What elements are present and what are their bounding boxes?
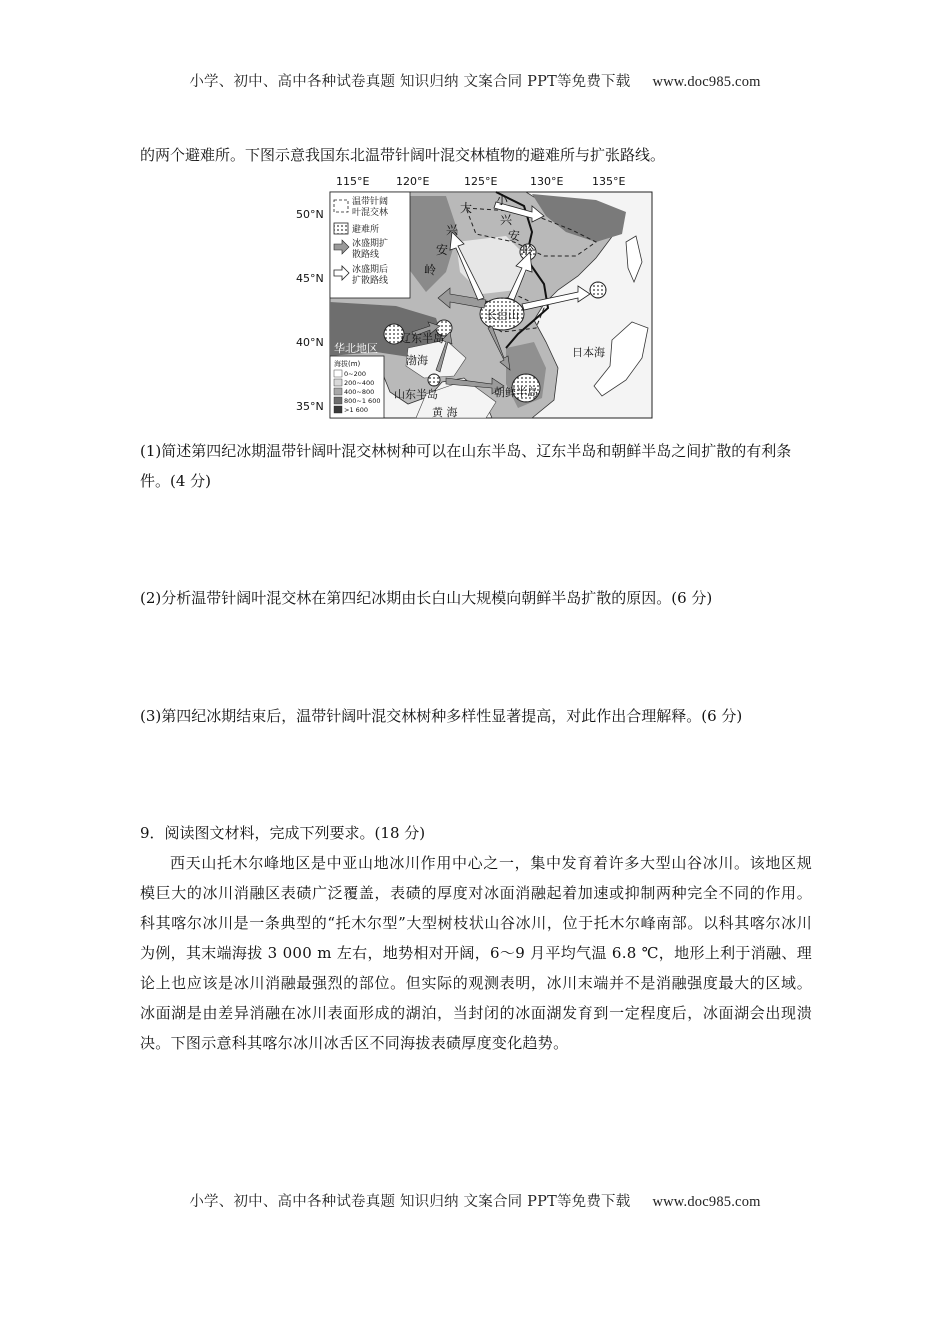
page-footer [0,1190,950,1211]
lat-label-40: 40°N [296,336,324,349]
refuge-far-east [590,282,606,298]
question-9-title: 9．阅读图文材料，完成下列要求。(18 分) [140,824,426,842]
lon-label-115: 115°E [336,175,370,188]
legend-refuge-swatch [334,223,348,234]
elevation-swatch-2 [334,388,342,395]
forest-refuge-map [296,172,656,422]
label-xing1: 兴 [446,223,459,237]
label-ling2: 岭 [522,243,535,257]
elevation-legend [330,356,384,418]
label-an1: 安 [436,243,449,257]
lat-label-45: 45°N [296,272,324,285]
label-huabei: 华北地区 [334,342,378,355]
lat-label-35: 35°N [296,400,324,413]
label-bohai: 渤海 [406,354,428,367]
page-header [0,70,950,91]
refuge-shandong [428,374,440,386]
elevation-class-4: >1 600 [344,406,369,414]
footer-url[interactable]: www.doc985.com [652,1194,761,1210]
elevation-swatch-1 [334,379,342,386]
label-liaodong: 辽东半岛 [400,332,444,345]
label-ribenhai: 日本海 [572,346,605,359]
intro-paragraph: 的两个避难所。下图示意我国东北温带针阔叶混交林植物的避难所与扩张路线。 [140,146,666,164]
elevation-class-1: 200~400 [344,379,375,387]
question-3: (3)第四纪冰期结束后，温带针阔叶混交林树种多样性显著提高，对此作出合理解释。(6 分) [140,707,743,725]
lon-label-125: 125°E [464,175,498,188]
question-9-material: 西天山托木尔峰地区是中亚山地冰川作用中心之一，集中发育着许多大型山谷冰川。该地区规模巨大的冰川消融区表碛广泛覆盖，表碛的厚度对冰面消融起着加速或抑制两种完全不同的作用。科其喀尔冰川是一条典型的“托木尔型”大型树枝状山谷冰川，位于托木尔峰南部。以科其喀尔冰川为例，其末端海拔 3 000 m 左右，地势相对开阔，6～9 月平均气温 6.8 ℃，地形上利于消融、理论上也应该是冰川消融最强烈的部位。但实际的观测表明，冰川末端并不是消融强度最大的区域。冰面湖是由差异消融在冰川表面形成的湖泊，当封闭的冰面湖发育到一定程度后，冰面湖会出现溃决。下图示意科其喀尔冰川冰舌区不同海拔表碛厚度变化趋势。 [140,854,812,1052]
elevation-swatch-4 [334,406,342,413]
question-1: (1)简述第四纪冰期温带针阔叶混交林树种可以在山东半岛、辽东半岛和朝鲜半岛之间扩散的有利条件。(4 分) [140,442,792,490]
header-text: 小学、初中、高中各种试卷真题 知识归纳 文案合同 PPT等免费下载 [189,74,631,90]
lon-label-120: 120°E [396,175,430,188]
elevation-class-0: 0~200 [344,370,366,378]
label-ling1: 岭 [424,263,437,277]
label-huanghai: 黄 海 [432,406,458,419]
question-2: (2)分析温带针阔叶混交林在第四纪冰期由长白山大规模向朝鲜半岛扩散的原因。(6 分) [140,589,713,607]
legend-forest-2: 叶混交林 [352,208,389,218]
elevation-swatch-0 [334,370,342,377]
label-an2: 安 [508,229,521,243]
legend-refuge: 避难所 [352,225,380,235]
legend-glacial-2: 散路线 [352,250,380,260]
label-da: 大 [460,201,473,215]
legend-forest-1: 温带针阔 [352,197,389,207]
lon-label-130: 130°E [530,175,564,188]
lat-label-50: 50°N [296,208,324,221]
legend-post-2: 扩散路线 [352,276,389,286]
label-chaoxian: 朝鲜半岛 [494,386,538,399]
route-legend [330,192,410,298]
elevation-class-3: 800~1 600 [344,397,381,405]
header-url[interactable]: www.doc985.com [652,74,761,90]
legend-post-1: 冰盛期后 [352,265,389,275]
legend-glacial-1: 冰盛期扩 [352,239,389,249]
label-xiao: 小 [496,193,509,207]
footer-text: 小学、初中、高中各种试卷真题 知识归纳 文案合同 PPT等免费下载 [189,1194,631,1210]
lon-label-135: 135°E [592,175,626,188]
elevation-class-2: 400~800 [344,388,375,396]
elevation-swatch-3 [334,397,342,404]
label-changbaishan: 长白山 [486,309,519,322]
elevation-title: 海拔(m) [334,360,361,368]
label-xing2: 兴 [500,213,513,227]
label-shandong: 山东半岛 [394,388,438,401]
